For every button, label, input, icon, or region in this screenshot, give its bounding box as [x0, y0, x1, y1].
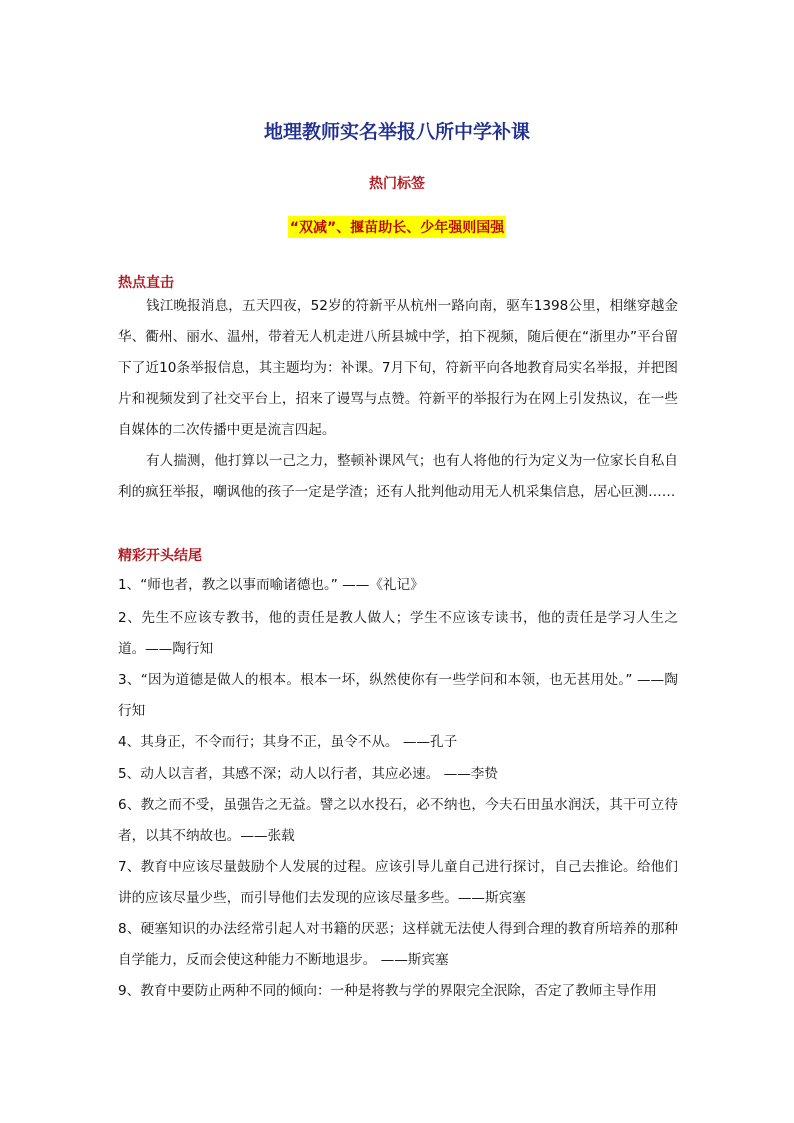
- quote-item: 9、教育中要防止两种不同的倾向：一种是将教与学的界限完全泯除，否定了教师主导作用: [118, 983, 657, 999]
- quote-item: 1、“师也者，教之以事而喻诸德也。” ——《礼记》: [118, 577, 424, 593]
- hotspot-paragraph: 钱江晚报消息，五天四夜，52岁的符新平从杭州一路向南，驱车1398公里，相继穿越金华、衢州、丽水、温州，带着无人机走进八所县城中学，拍下视频，随后便在“浙里办”平台留下了近10条举报信息，其主题均为：补课。7月下旬，符新平向各地教育局实名举报，并把图片和视频发到了社交平台上，招来了谩骂与点赞。符新平的举报行为在网上引发热议，在一些自媒体的二次传播中更是流言四起。: [118, 298, 678, 438]
- hotspot-paragraph: 有人揣测，他打算以一己之力，整顿补课风气；也有人将他的行为定义为一位家长自私自利的疯狂举报，嘲讽他的孩子一定是学渣；还有人批判他动用无人机采集信息，居心叵测……: [118, 453, 678, 500]
- quote-item: 2、先生不应该专教书，他的责任是教人做人；学生不应该专读书，他的责任是学习人生之道。——陶行知: [118, 610, 678, 657]
- quote-item: 3、“因为道德是做人的根本。根本一坏，纵然使你有一些学问和本领，也无甚用处。” ——陶行知: [118, 672, 678, 719]
- quote-item: 6、教之而不受，虽强告之无益。譬之以水投石，必不纳也，今夫石田虽水润沃，其干可立待者，以其不纳故也。——张载: [118, 797, 678, 844]
- quote-item: 7、教育中应该尽量鼓励个人发展的过程。应该引导儿童自己进行探讨，自己去推论。给他们讲的应该尽量少些，而引导他们去发现的应该尽量多些。——斯宾塞: [118, 859, 678, 906]
- quote-item: 8、硬塞知识的办法经常引起人对书籍的厌恶；这样就无法使人得到合理的教育所培养的那种自学能力，反而会使这种能力不断地退步。 ——斯宾塞: [118, 921, 678, 968]
- quote-item: 5、动人以言者，其感不深；动人以行者，其应必速。 ——李贽: [118, 766, 498, 782]
- tag-heading: 热门标签: [369, 176, 425, 192]
- tags-line: [0, 216, 794, 238]
- document-title: 地理教师实名举报八所中学补课: [263, 121, 530, 143]
- quote-item: 4、其身正，不令而行；其身不正，虽令不从。 ——孔子: [118, 734, 458, 750]
- quotes-heading: 精彩开头结尾: [118, 548, 202, 564]
- hotspot-heading: 热点直击: [118, 275, 174, 291]
- highlighted-tags: “双减”、揠苗助长、少年强则国强: [288, 216, 506, 238]
